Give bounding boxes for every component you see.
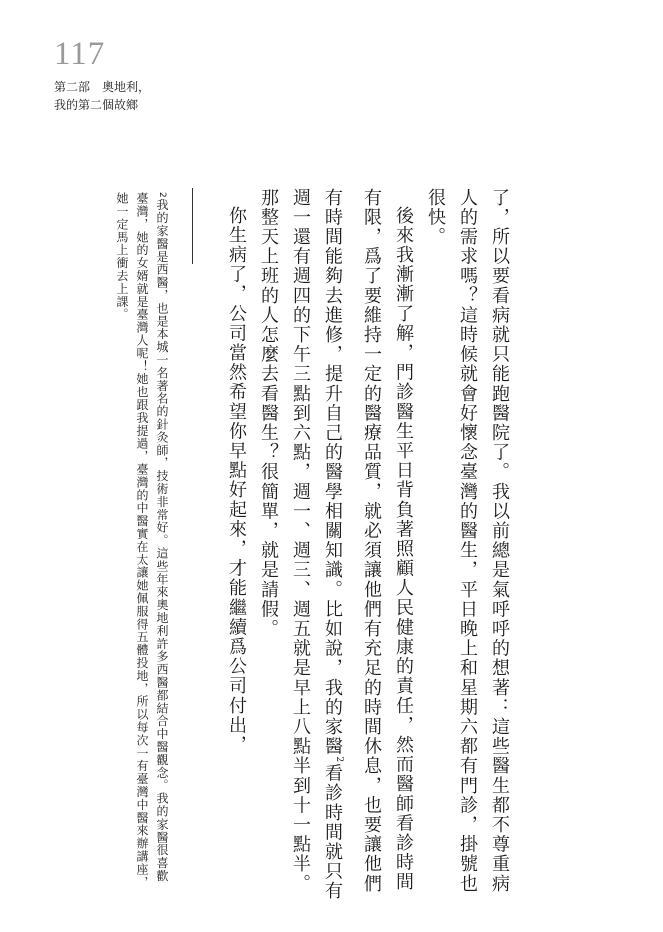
part-title-line2: 我的第二個故鄉	[54, 98, 139, 112]
paragraph-2-part-b: 看診時間就只有週一還有週四的下午三點到六點，週一、週三、週五就是早上八點半到十一點半。那整天上班的人怎麼去看醫生？很簡單，就是請假。	[258, 188, 343, 901]
main-text	[220, 188, 515, 908]
page-number: 117	[54, 36, 106, 72]
paragraph-2	[252, 188, 419, 908]
footnote-divider	[192, 188, 193, 264]
footnote-text: 我的家醫是西醫，也是本城一名著名的針灸師，技術非常好。這些年來奧地利許多西醫都結合中醫觀念。我的家醫很喜歡臺灣，她的女婿就是臺灣人呢！她也跟我提過，臺灣的中醫實在太讓她佩服得五體投地，所以每次一有臺灣中醫來辦講座，她一定馬上衝去上課。	[115, 192, 169, 889]
footnote-number: 2	[157, 192, 167, 199]
paragraph-3: 你生病了，公司當然希望你早點好起來，才能繼續爲公司付出，	[226, 206, 247, 755]
footnote	[112, 192, 172, 892]
running-header	[54, 78, 150, 114]
part-title-line1: 第二部 奧地利，	[54, 80, 151, 94]
footnote-reference: 2	[334, 756, 344, 764]
paragraph-1: 了，所以要看病就只能跑醫院了。我以前總是氣呼呼的想著：這些醫生都不尊重病人的需求嗎？這時候就會好懷念臺灣的醫生，平日晚上和星期六都有門診，掛號也很快。	[425, 188, 510, 894]
paragraph-2-part-a: 後來我漸漸了解，門診醫生平日背負著照顧人民健康的責任，然而醫師看診時間有限，爲了要維持一定的醫療品質，就必須讓他們有充足的時間休息，也要讓他們有時間能夠去進修，提升自己的醫學相關知識。比如說，我的家醫	[322, 188, 414, 894]
